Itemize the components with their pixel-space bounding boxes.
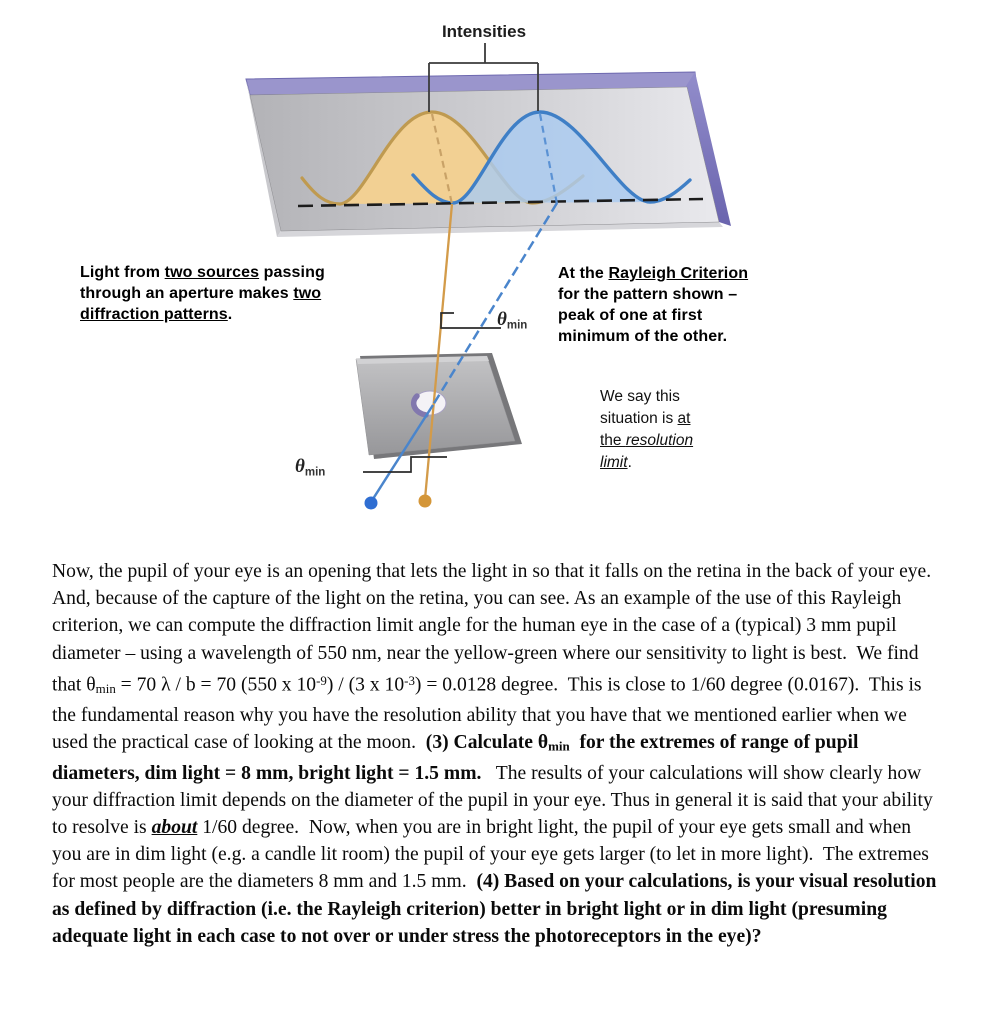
- theta-symbol: θ: [295, 456, 305, 477]
- theta-subscript: min: [506, 319, 528, 332]
- angle-bracket-upper: [441, 313, 501, 328]
- caption-text: passing: [259, 264, 325, 281]
- caption-text: Light from: [80, 264, 165, 281]
- caption-text: situation is: [600, 410, 678, 427]
- light-ray-orange: [425, 204, 452, 499]
- angle-bracket-lower: [363, 457, 447, 472]
- text-segment-bold: (3) Calculate θ: [425, 731, 549, 753]
- caption-line: [600, 408, 693, 430]
- caption-text-underlined: two: [293, 285, 322, 302]
- caption-left: [80, 262, 325, 325]
- caption-line: [80, 262, 325, 283]
- projection-panel: [246, 72, 731, 237]
- caption-line: [600, 430, 693, 452]
- text-segment: Now, the pupil of your eye is an opening that lets the light in so that it falls on the retina in the back of your eye. And, because of the capture of the light on the retina, you can see. As an example of the use of this Rayleigh criterion, we can compute the diffraction limit angle for the human eye in the case of a (typical) 3 mm pupil diameter – using a wavelength of 550 nm, near the yellow-green where our sensitivity to light is best. We find that θ: [52, 561, 940, 696]
- theta-subscript: min: [304, 466, 326, 479]
- caption-text-underlined: the: [600, 432, 626, 449]
- caption-line: [80, 283, 325, 304]
- text-segment-bold: for the extremes of range of pupil diameters, dim light = 8 mm, bright light = 1.5 mm.: [52, 731, 864, 784]
- caption-text-underlined: diffraction patterns: [80, 306, 228, 323]
- source-dot-blue: [365, 497, 378, 510]
- text-segment: The results of your calculations will show clearly how your diffraction limit depends on the diameter of the pupil in your eye. Thus in general it is said that your ability to resolve is: [52, 762, 938, 838]
- text-segment: ) / (3 x 10: [326, 674, 405, 696]
- theta-min-label-lower: [295, 456, 325, 479]
- caption-line: for the pattern shown –: [558, 286, 738, 303]
- text-segment-superscript: -3: [404, 672, 415, 688]
- caption-text-underlined: Rayleigh Criterion: [608, 265, 749, 282]
- text-segment: ) = 0.0128 degree. This is close to 1/60 degree (0.0167). This is the fundamental reason why you have the resolution ability that you have that we mentioned earlier when we used the practical case of looking at the moon.: [52, 674, 927, 753]
- text-segment: = 70 λ / b = 70 (550 x 10: [115, 674, 317, 696]
- caption-line: [558, 263, 748, 284]
- intensities-label: Intensities: [441, 22, 527, 41]
- source-dot-orange: [419, 495, 432, 508]
- text-segment-subscript: min: [95, 680, 116, 696]
- caption-text: .: [627, 454, 632, 471]
- caption-line: [80, 304, 325, 325]
- caption-text: through an aperture makes: [80, 285, 294, 302]
- text-segment-superscript: -9: [316, 672, 327, 688]
- caption-text-underlined: two sources: [164, 264, 260, 281]
- caption-text: .: [227, 306, 233, 323]
- text-segment: 1/60 degree. Now, when you are in bright light, the pupil of your eye gets small and when you are in dim light (e.g. a candle lit room) the pupil of your eye gets larger (to let in more light). The extremes for most people are the diameters 8 mm and 1.5 mm.: [52, 816, 934, 893]
- body-paragraph: [52, 558, 941, 950]
- caption-text-underlined: at: [677, 410, 691, 427]
- text-segment-bold-italic-underline: about: [151, 816, 198, 838]
- caption-line: minimum of the other.: [558, 328, 728, 345]
- text-segment-bold: (4) Based on your calculations, is your visual resolution as defined by diffraction (i.e. the Rayleigh criterion) better in bright light or in dim light (presuming adequate light in each case to not over or under stress the photoreceptors in the eye)?: [52, 871, 942, 947]
- theta-min-label-upper: [497, 309, 527, 332]
- theta-symbol: θ: [497, 309, 507, 330]
- aperture-plate: [356, 353, 522, 459]
- text-segment-bold-subscript: min: [548, 738, 570, 754]
- caption-line: peak of one at first: [558, 307, 703, 324]
- caption-text-underlined-italic: resolution: [625, 432, 694, 449]
- caption-line: [600, 452, 693, 474]
- caption-we-say: [600, 386, 693, 474]
- caption-right: [558, 263, 748, 347]
- caption-text-underlined-italic: limit: [600, 454, 628, 471]
- caption-text: At the: [558, 265, 609, 282]
- caption-line: We say this: [600, 388, 680, 405]
